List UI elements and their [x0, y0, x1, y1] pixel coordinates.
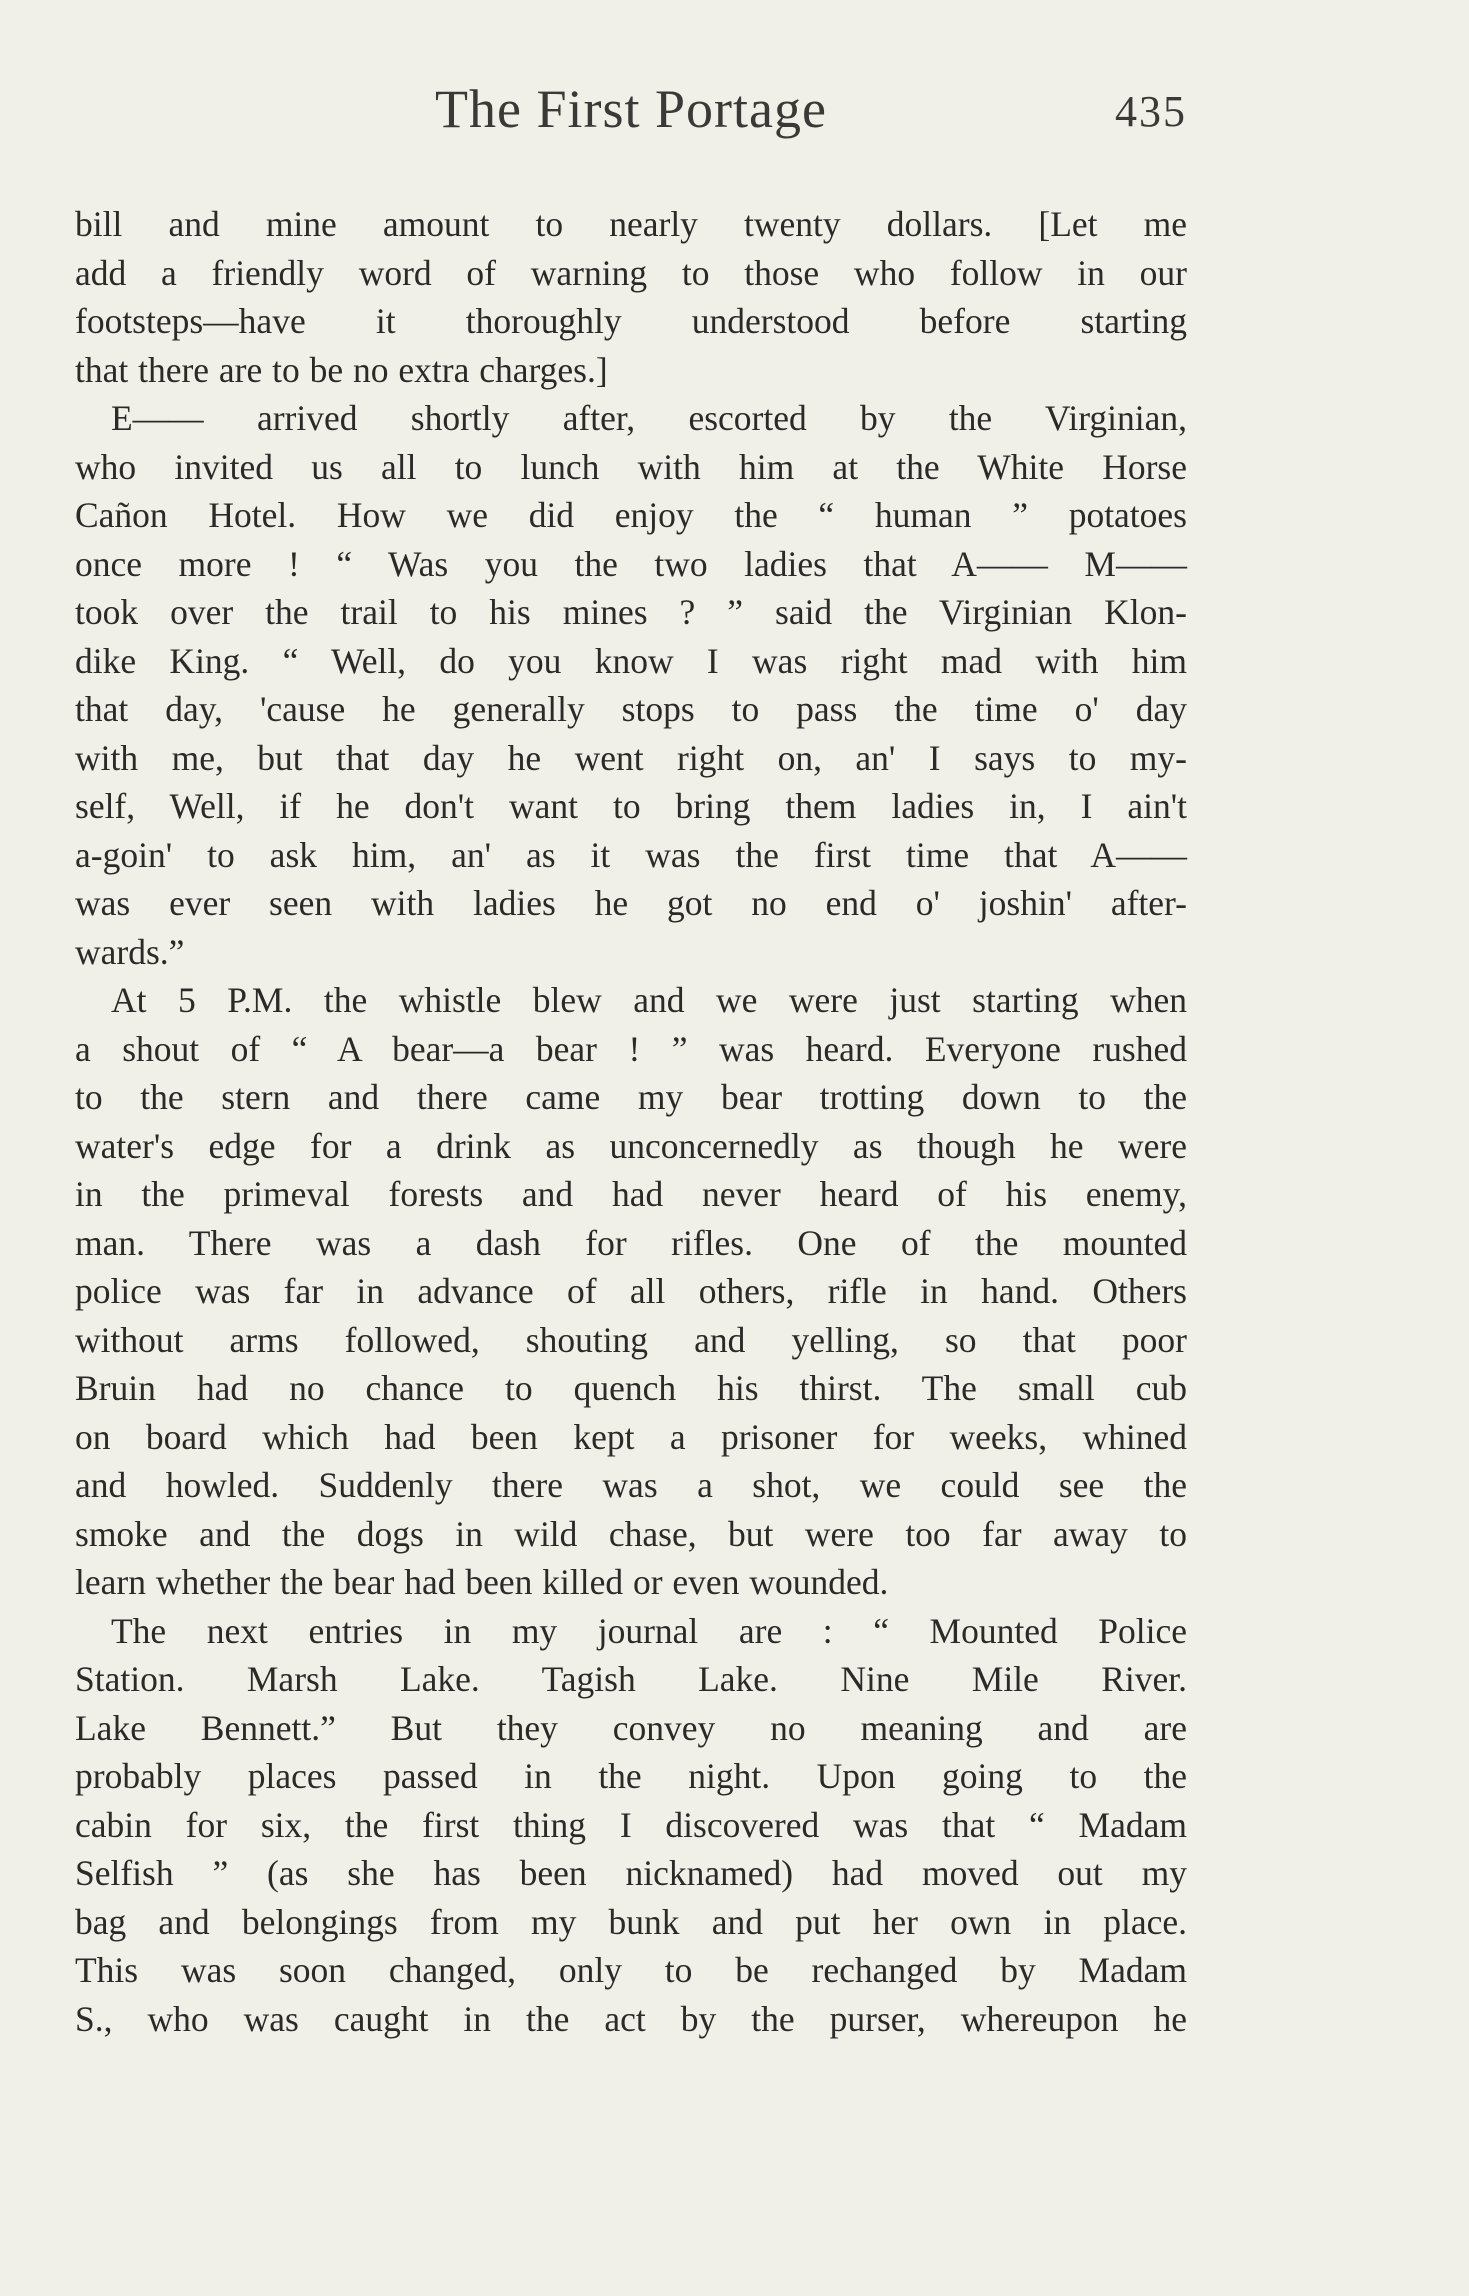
text-line: that there are to be no extra charges.]	[75, 349, 608, 390]
text-line: police was far in advance of all others, rifle in hand. Others	[75, 1271, 1187, 1311]
text-line: was ever seen with ladies he got no end o' joshin' after-	[75, 883, 1187, 923]
text-line: to the stern and there came my bear trotting down to the	[75, 1077, 1187, 1117]
text-line: wards.”	[75, 931, 185, 972]
text-line: E—— arrived shortly after, escorted by the Virginian,	[111, 398, 1187, 438]
text-line: Bruin had no chance to quench his thirst. The small cub	[75, 1368, 1187, 1408]
text-line: Selfish ” (as she has been nicknamed) had moved out my	[75, 1853, 1187, 1893]
page-number: 435	[1115, 87, 1187, 136]
text-line: At 5 P.M. the whistle blew and we were just starting when	[111, 980, 1187, 1020]
text-line: This was soon changed, only to be rechanged by Madam	[75, 1950, 1187, 1990]
text-line: probably places passed in the night. Upon going to the	[75, 1756, 1187, 1796]
text-line: in the primeval forests and had never heard of his enemy,	[75, 1174, 1187, 1214]
text-line: bill and mine amount to nearly twenty dollars. [Let me	[75, 204, 1187, 244]
text-line: and howled. Suddenly there was a shot, we could see the	[75, 1465, 1187, 1505]
text-line: that day, 'cause he generally stops to pass the time o' day	[75, 689, 1187, 729]
text-line: add a friendly word of warning to those who follow in our	[75, 252, 1187, 293]
text-line: a-goin' to ask him, an' as it was the first time that A——	[75, 834, 1187, 875]
text-line: Station. Marsh Lake. Tagish Lake. Nine Mile River.	[75, 1659, 1187, 1699]
text-line: on board which had been kept a prisoner for weeks, whined	[75, 1416, 1187, 1457]
text-line: bag and belongings from my bunk and put her own in place.	[75, 1901, 1187, 1942]
text-line: took over the trail to his mines ? ” said the Virginian Klon-	[75, 592, 1187, 632]
text-line: learn whether the bear had been killed or even wounded.	[75, 1562, 889, 1602]
text-line: Cañon Hotel. How we did enjoy the “ human ” potatoes	[75, 495, 1187, 535]
running-title: The First Portage	[435, 79, 827, 139]
text-line: smoke and the dogs in wild chase, but were too far away to	[75, 1513, 1187, 1554]
body-text	[75, 200, 1187, 2043]
text-line: with me, but that day he went right on, an' I says to my-	[75, 737, 1187, 778]
running-head	[75, 78, 1187, 148]
text-line: cabin for six, the first thing I discovered was that “ Madam	[75, 1804, 1187, 1845]
text-line: man. There was a dash for rifles. One of the mounted	[75, 1222, 1187, 1263]
text-line: a shout of “ A bear—a bear ! ” was heard. Everyone rushed	[75, 1028, 1187, 1069]
text-line: Lake Bennett.” But they convey no meaning and are	[75, 1707, 1187, 1748]
text-line: who invited us all to lunch with him at the White Horse	[75, 446, 1187, 487]
text-line: once more ! “ Was you the two ladies that A—— M——	[75, 543, 1187, 584]
text-line: without arms followed, shouting and yelling, so that poor	[75, 1319, 1187, 1360]
text-line: water's edge for a drink as unconcernedly as though he were	[75, 1125, 1187, 1166]
text-line: S., who was caught in the act by the purser, whereupon he	[75, 1998, 1187, 2039]
text-line: self, Well, if he don't want to bring them ladies in, I ain't	[75, 786, 1187, 826]
text-line: footsteps—have it thoroughly understood before starting	[75, 301, 1187, 341]
text-line: dike King. “ Well, do you know I was right mad with him	[75, 640, 1187, 681]
text-line: The next entries in my journal are : “ Mounted Police	[111, 1610, 1187, 1651]
